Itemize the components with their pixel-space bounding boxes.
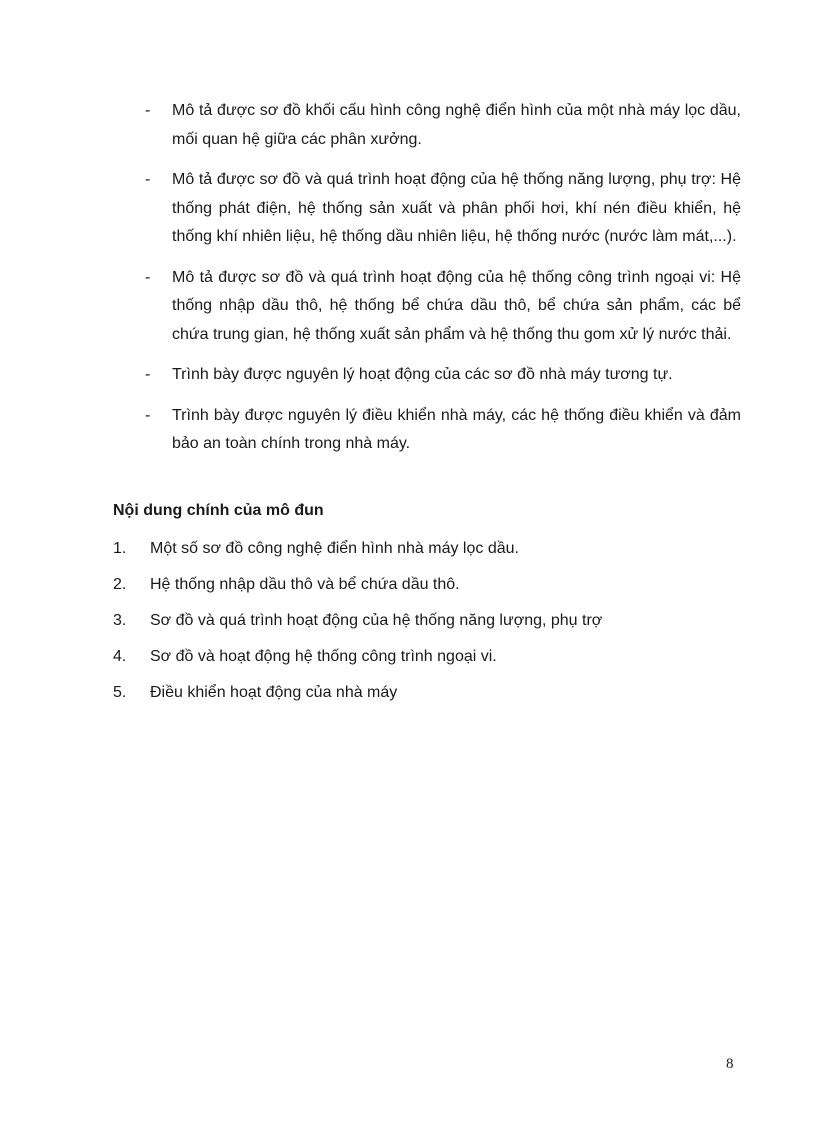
list-item: [145, 166, 741, 252]
list-item: [145, 361, 741, 390]
list-item-text: Sơ đồ và quá trình hoạt động của hệ thống năng lượng, phụ trợ: [150, 612, 603, 629]
list-item: [113, 679, 753, 715]
page-number: 8: [726, 1056, 734, 1072]
item-number: 2.: [113, 576, 127, 593]
item-number: 1.: [113, 540, 127, 557]
item-number: 3.: [113, 612, 127, 629]
item-number: 5.: [113, 684, 127, 701]
list-item-text: Sơ đồ và hoạt động hệ thống công trình ngoại vi.: [150, 648, 497, 665]
list-item-text: Hệ thống nhập dầu thô và bể chứa dầu thô.: [150, 576, 460, 593]
list-item-text: Mô tả được sơ đồ và quá trình hoạt động của hệ thống năng lượng, phụ trợ: Hệ thống phát điện, hệ thống sản xuất và phân phối hơi, khí nén điều khiển, hệ thống khí nhiên liệu, hệ thống dầu nhiên liệu, hệ thống nước (nước làm mát,...).: [172, 171, 741, 245]
list-item: [113, 535, 753, 571]
list-item: [113, 571, 753, 607]
bullet-marker: -: [145, 406, 151, 424]
bullet-marker: -: [145, 268, 151, 286]
bullet-marker: -: [145, 366, 151, 383]
item-number: 4.: [113, 648, 127, 665]
list-item: [145, 402, 741, 459]
bullet-marker: -: [145, 171, 151, 188]
list-item-text: Mô tả được sơ đồ và quá trình hoạt động của hệ thống công trình ngoại vi: Hệ thống nhập dầu thô, hệ thống bể chứa dầu thô, bể chứa sản phẩm, các bể chứa trung gian, hệ thống xuất sản phẩm và hệ thống thu gom xử lý nước thải.: [172, 268, 741, 343]
list-item: [113, 607, 753, 643]
list-item-text: Một số sơ đồ công nghệ điển hình nhà máy lọc dầu.: [150, 540, 519, 557]
list-item-text: Mô tả được sơ đồ khối cấu hình công nghệ điển hình của một nhà máy lọc dầu, mối quan hệ giữa các phân xưởng.: [172, 102, 741, 148]
list-item-text: Điều khiển hoạt động của nhà máy: [150, 684, 398, 701]
bullet-marker: -: [145, 102, 151, 119]
content-list: [113, 535, 753, 715]
list-item: [113, 643, 753, 679]
list-item: [145, 264, 741, 350]
section-title: Nội dung chính của mô đun: [113, 502, 324, 519]
list-item: [145, 97, 741, 154]
list-item-text: Trình bày được nguyên lý điều khiển nhà máy, các hệ thống điều khiển và đảm bảo an toàn chính trong nhà máy.: [172, 406, 741, 452]
list-item-text: Trình bày được nguyên lý hoạt động của các sơ đồ nhà máy tương tự.: [172, 366, 673, 383]
objectives-list: [145, 97, 741, 471]
